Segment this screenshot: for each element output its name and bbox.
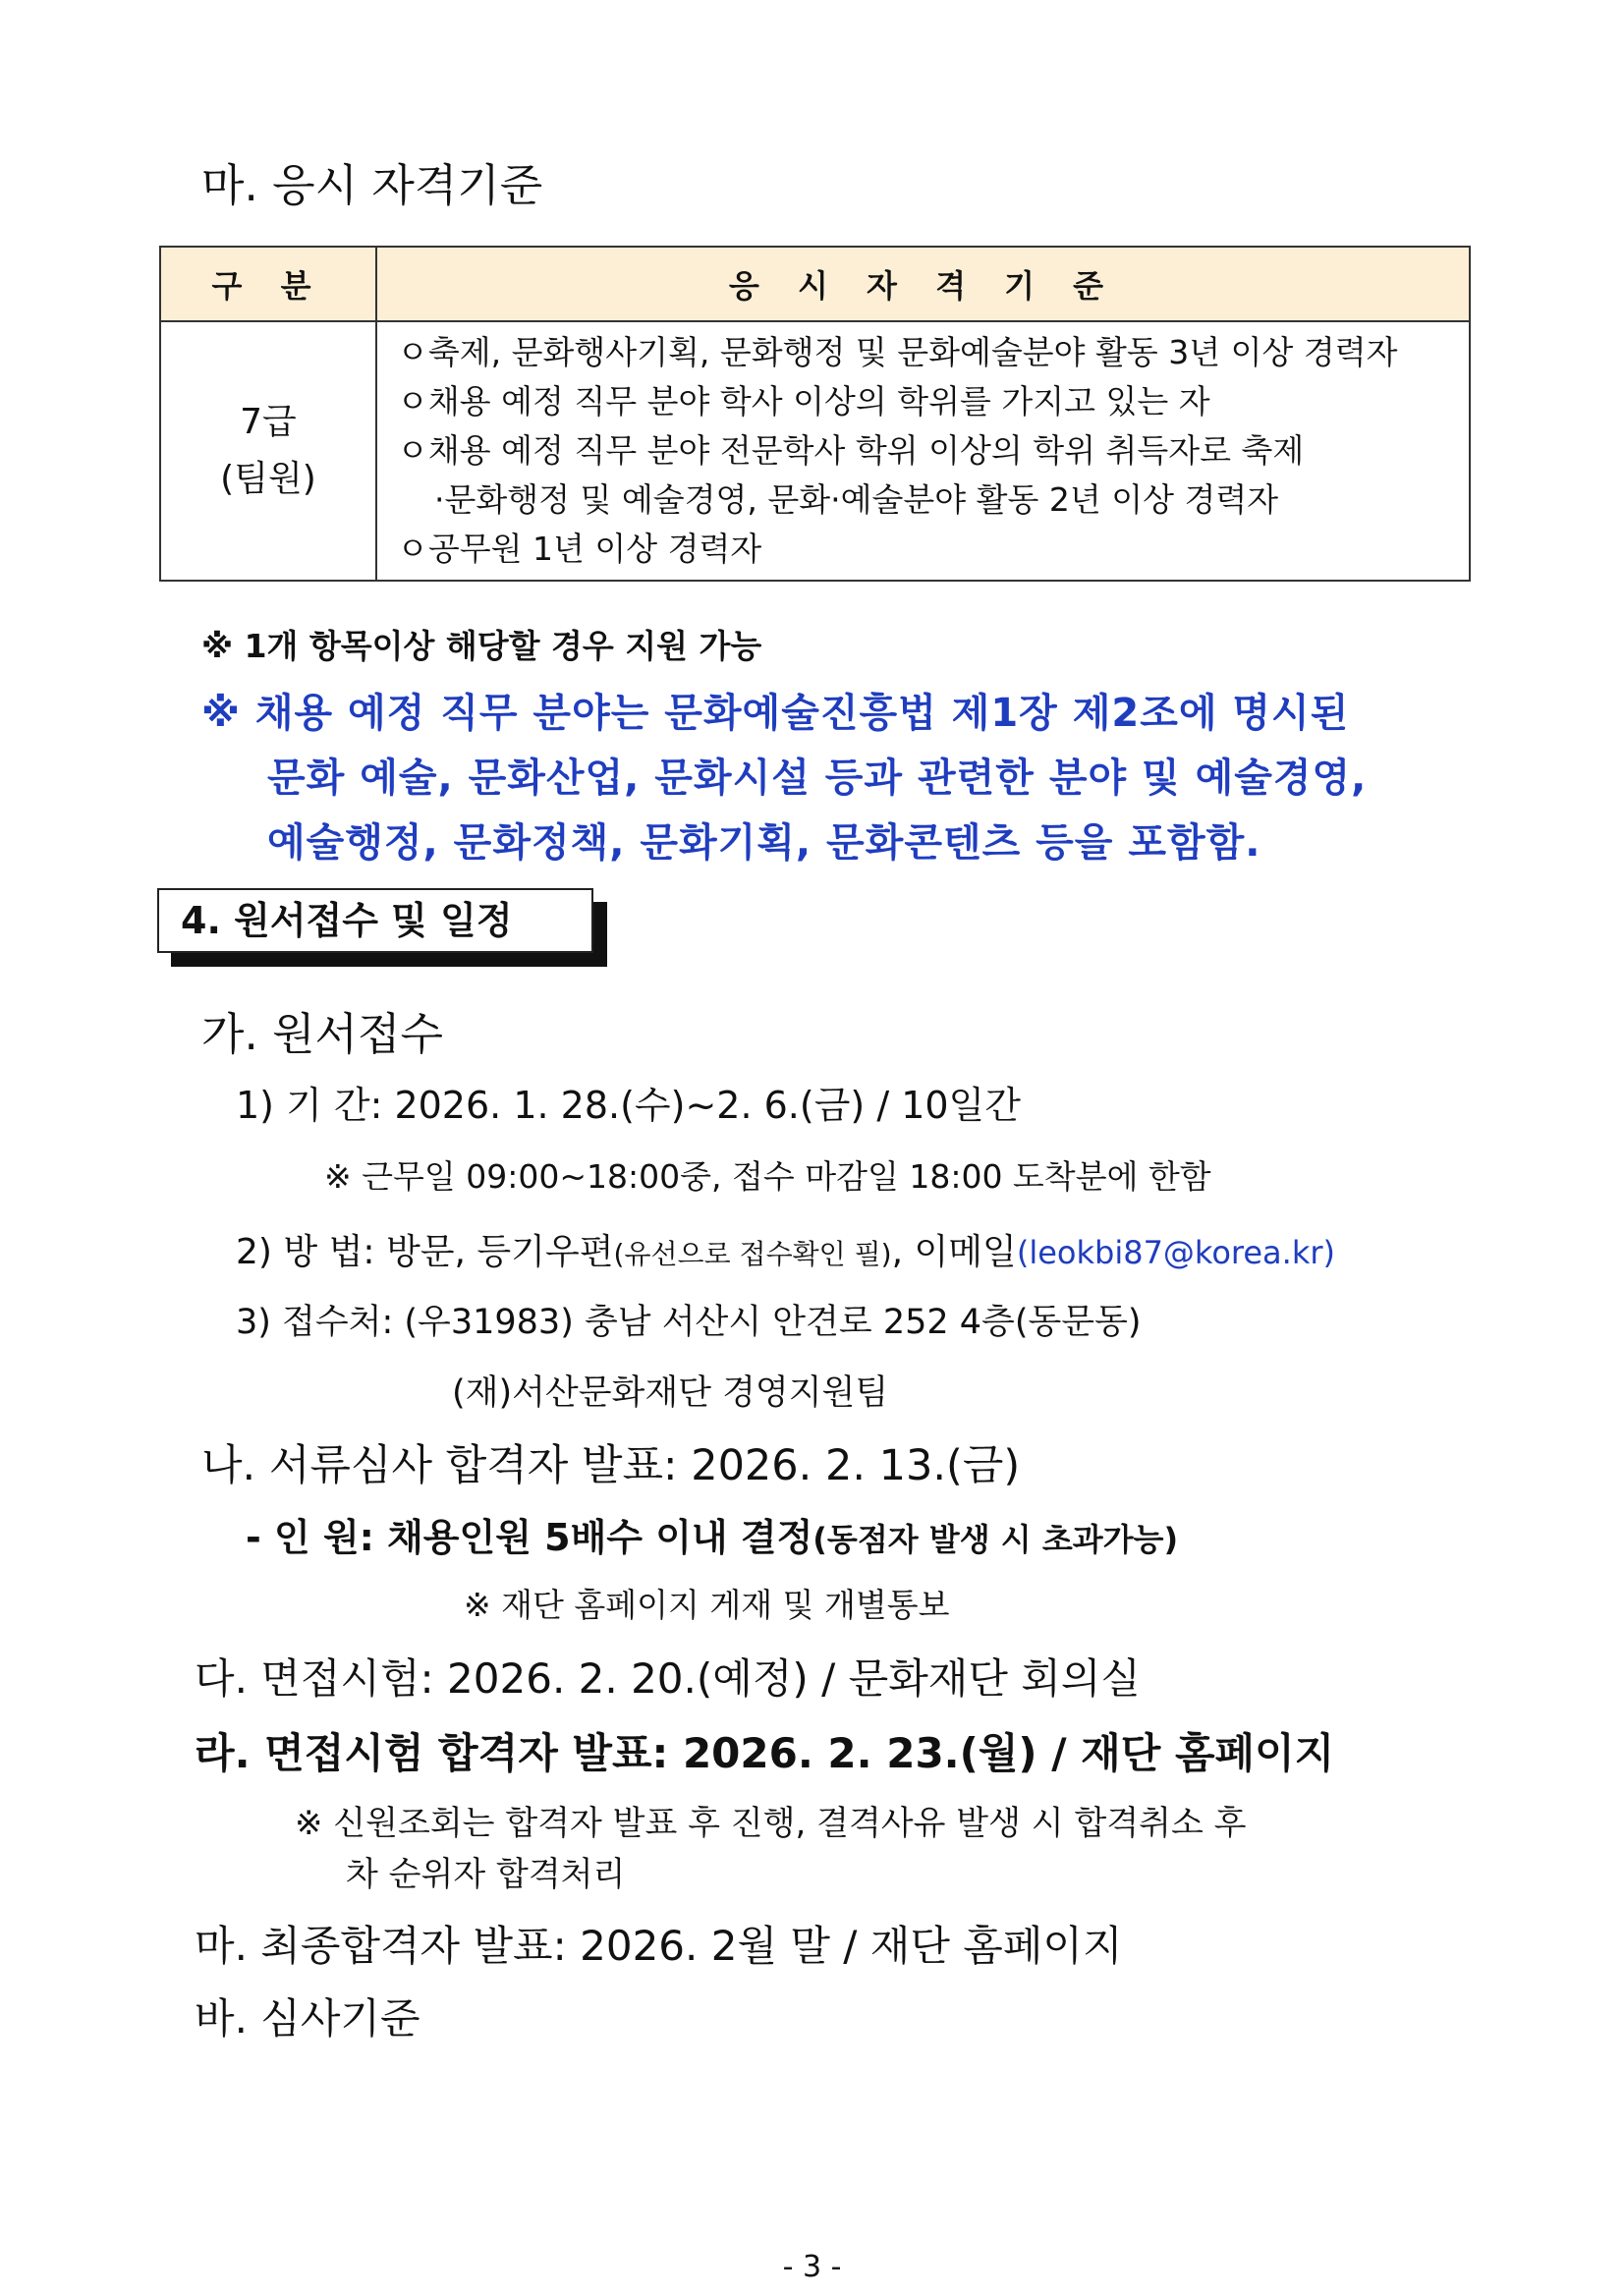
- criteria-item: ㅇ축제, 문화행사기획, 문화행정 및 문화예술분야 활동 3년 이상 경력자: [397, 333, 1398, 371]
- note-job-field-line1: ※ 채용 예정 직무 분야는 문화예술진흥법 제1장 제2조에 명시된: [201, 691, 1350, 736]
- document-result-note: ※ 재단 홈페이지 게재 및 개별통보: [464, 1586, 950, 1624]
- note-eligibility: ※ 1개 항목이상 해당할 경우 지원 가능: [201, 627, 762, 665]
- application-method-note: (유선으로 접수확인 필): [613, 1238, 892, 1270]
- section-heading: 4. 원서접수 및 일정: [181, 899, 513, 942]
- document-pass-count-text: - 인 원: 채용인원 5배수 이내 결정: [246, 1516, 813, 1559]
- background-check-note-line2: 차 순위자 합격처리: [346, 1855, 626, 1894]
- email-link[interactable]: (leokbi87@korea.kr): [1016, 1234, 1335, 1271]
- document-pass-count-note: (동점자 발생 시 초과가능): [812, 1521, 1179, 1558]
- section-title-qualification: 마. 응시 자격기준: [201, 159, 543, 211]
- application-period-note: ※ 근무일 09:00~18:00중, 접수 마감일 18:00 도착분에 한함: [324, 1157, 1211, 1196]
- criteria-item-continued: ·문화행정 및 예술경영, 문화·예술분야 활동 2년 이상 경력자: [434, 480, 1279, 519]
- subsection-title-application: 가. 원서접수: [201, 1008, 443, 1060]
- application-method: [236, 1224, 1335, 1274]
- application-method-email-label: , 이메일: [891, 1232, 1017, 1272]
- grade-label: 7급: [240, 402, 297, 442]
- criteria-cell: [376, 321, 1470, 581]
- interview-result-announcement: 라. 면접시험 합격자 발표: 2026. 2. 23.(월) / 재단 홈페이지: [195, 1729, 1335, 1777]
- interview-schedule: 다. 면접시험: 2026. 2. 20.(예정) / 문화재단 회의실: [195, 1654, 1141, 1703]
- table-header-grade: 구 분: [160, 247, 376, 321]
- application-place-office: (재)서산문화재단 경영지원팀: [452, 1373, 889, 1413]
- document-pass-count: [246, 1507, 1178, 1561]
- page-number: - 3 -: [782, 2250, 842, 2284]
- table-row: [160, 321, 1470, 581]
- criteria-item: ㅇ채용 예정 직무 분야 전문학사 학위 이상의 학위 취득자로 축제: [397, 431, 1305, 470]
- application-method-text: 2) 방 법: 방문, 등기우편: [236, 1232, 614, 1272]
- grade-cell: [160, 321, 376, 581]
- grade-sublabel: (팀원): [220, 459, 316, 499]
- background-check-note-line1: ※ 신원조회는 합격자 발표 후 진행, 결격사유 발생 시 합격취소 후: [295, 1804, 1247, 1843]
- evaluation-criteria-title: 바. 심사기준: [195, 1994, 420, 2043]
- qualification-table: [159, 246, 1471, 582]
- criteria-item: ㅇ공무원 1년 이상 경력자: [397, 530, 762, 568]
- criteria-item: ㅇ채용 예정 직무 분야 학사 이상의 학위를 가지고 있는 자: [397, 382, 1210, 420]
- note-job-field-line3: 예술행정, 문화정책, 문화기획, 문화콘텐츠 등을 포함함.: [267, 820, 1261, 866]
- table-header-criteria: 응 시 자 격 기 준: [376, 247, 1470, 321]
- document-result-announcement: 나. 서류심사 합격자 발표: 2026. 2. 13.(금): [201, 1441, 1021, 1490]
- application-place: 3) 접수처: (우31983) 충남 서산시 안견로 252 4층(동문동): [236, 1303, 1142, 1342]
- application-period: 1) 기 간: 2026. 1. 28.(수)~2. 6.(금) / 10일간: [236, 1084, 1021, 1127]
- table-header-row: [160, 247, 1470, 321]
- section-heading-box: [157, 888, 593, 953]
- note-job-field-line2: 문화 예술, 문화산업, 문화시설 등과 관련한 분야 및 예술경영,: [267, 756, 1368, 801]
- final-result-announcement: 마. 최종합격자 발표: 2026. 2월 말 / 재단 홈페이지: [195, 1922, 1123, 1970]
